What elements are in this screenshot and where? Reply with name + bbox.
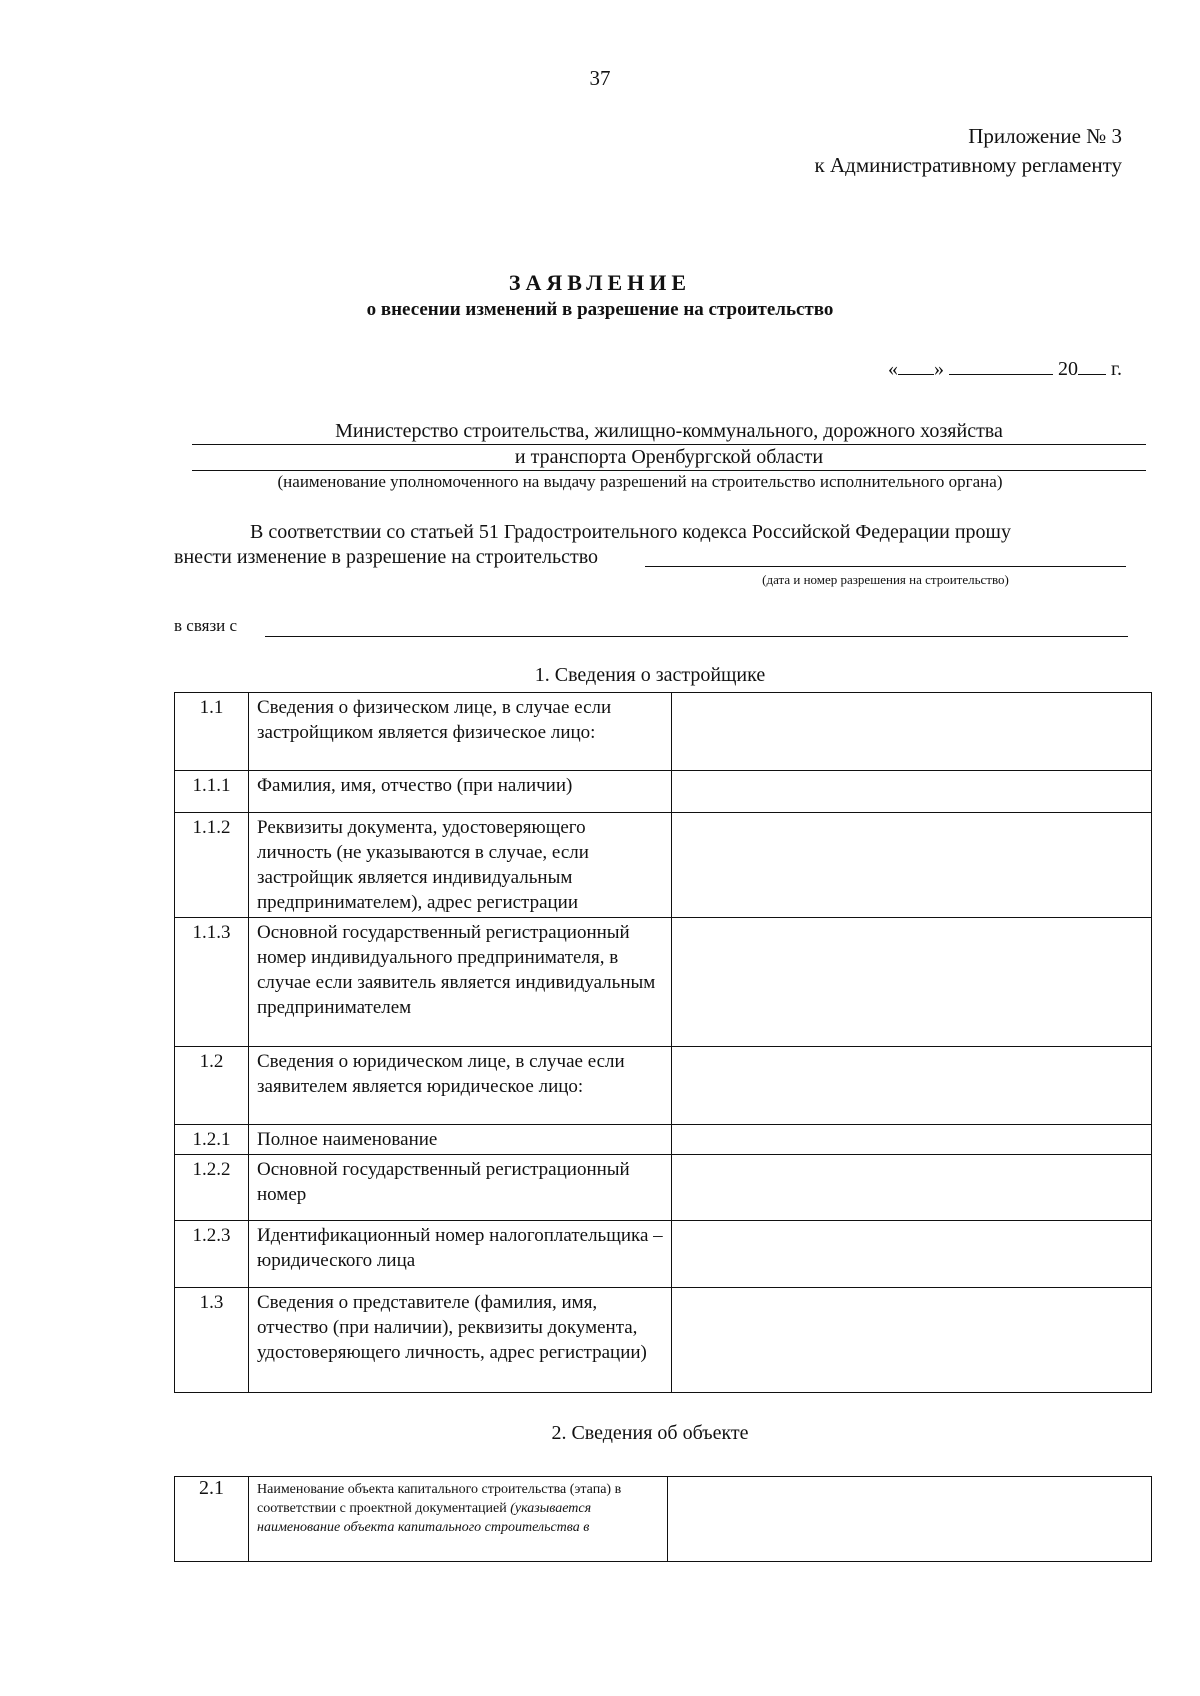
- row-value-field[interactable]: [672, 1221, 1152, 1288]
- row-number: 1.2.3: [175, 1221, 249, 1288]
- month-blank[interactable]: [949, 356, 1053, 375]
- row-value-field[interactable]: [672, 693, 1152, 771]
- row-value-field[interactable]: [672, 1288, 1152, 1393]
- table-row: [175, 1125, 1152, 1155]
- row-label: Сведения о представителе (фамилия, имя, отчество (при наличии), реквизиты документа, удостоверяющего личность, адрес регистрации): [249, 1288, 672, 1393]
- request-line-1: В соответствии со статьей 51 Градостроительного кодекса Российской Федерации прошу: [250, 521, 1011, 543]
- table-row: [175, 813, 1152, 918]
- row-number: 1.1: [175, 693, 249, 771]
- row-value-field[interactable]: [672, 1047, 1152, 1125]
- date-line: [888, 356, 1122, 381]
- document-title: ЗАЯВЛЕНИЕ: [508, 270, 692, 295]
- organization-caption: (наименование уполномоченного на выдачу разрешений на строительство исполнительного органа): [277, 472, 1003, 491]
- request-paragraph: [174, 519, 1126, 546]
- appendix-number: Приложение № 3: [968, 124, 1122, 148]
- row-value-field[interactable]: [668, 1477, 1152, 1562]
- organization-line-2: и транспорта Оренбургской области: [192, 444, 1146, 471]
- appendix-header: [815, 122, 1122, 180]
- object-info-table: [174, 1476, 1152, 1562]
- row-number: 1.1.2: [175, 813, 249, 918]
- open-quote: «: [888, 358, 899, 380]
- row-label: Сведения о юридическом лице, в случае если заявителем является юридическое лицо:: [249, 1047, 672, 1125]
- row-number: 1.2.2: [175, 1155, 249, 1221]
- row-label-text: Наименование объекта капитального строительства (этапа) в соответствии с проектной документацией: [257, 1482, 622, 1516]
- row-value-field[interactable]: [672, 771, 1152, 813]
- year-blank[interactable]: [1078, 356, 1106, 375]
- row-number: 1.2.1: [175, 1125, 249, 1155]
- reason-label: в связи с: [174, 616, 238, 635]
- row-label: Идентификационный номер налогоплательщика – юридического лица: [249, 1221, 672, 1288]
- row-label-note: (указывается наименование объекта капитального строительства в: [257, 1501, 592, 1535]
- page-number: 37: [589, 66, 611, 90]
- row-label: [249, 1477, 668, 1562]
- appendix-reference: к Административному регламенту: [814, 153, 1122, 177]
- permit-caption: (дата и номер разрешения на строительство): [762, 572, 1009, 587]
- row-number: 1.2: [175, 1047, 249, 1125]
- section-1-title: 1. Сведения о застройщике: [534, 664, 766, 686]
- table-row: [175, 771, 1152, 813]
- table-row: [175, 1155, 1152, 1221]
- year-suffix: г.: [1111, 358, 1122, 380]
- row-label: Фамилия, имя, отчество (при наличии): [249, 771, 672, 813]
- row-number: 1.1.3: [175, 918, 249, 1047]
- request-line-2: внести изменение в разрешение на строительство: [174, 546, 599, 568]
- row-label: Сведения о физическом лице, в случае если застройщиком является физическое лицо:: [249, 693, 672, 771]
- row-number: 1.3: [175, 1288, 249, 1393]
- row-number: 2.1: [175, 1477, 249, 1562]
- row-value-field[interactable]: [672, 1155, 1152, 1221]
- table-row: [175, 1221, 1152, 1288]
- day-blank[interactable]: [898, 356, 934, 375]
- section-2-title: 2. Сведения об объекте: [551, 1422, 749, 1444]
- row-label: Основной государственный регистрационный номер индивидуального предпринимателя, в случае если заявитель является индивидуальным предпринимателем: [249, 918, 672, 1047]
- row-value-field[interactable]: [672, 918, 1152, 1047]
- table-row: [175, 918, 1152, 1047]
- row-value-field[interactable]: [672, 1125, 1152, 1155]
- row-label: Реквизиты документа, удостоверяющего личность (не указываются в случае, если застройщик является индивидуальным предпринимателем), адрес регистрации: [249, 813, 672, 918]
- table-row: [175, 1477, 1152, 1562]
- row-value-field[interactable]: [672, 813, 1152, 918]
- organization-line-1: Министерство строительства, жилищно-коммунального, дорожного хозяйства: [192, 418, 1146, 445]
- row-label: Полное наименование: [249, 1125, 672, 1155]
- reason-field[interactable]: [265, 636, 1128, 637]
- table-row: [175, 1288, 1152, 1393]
- year-prefix: 20: [1058, 358, 1079, 380]
- close-quote: »: [934, 358, 945, 380]
- document-subtitle: о внесении изменений в разрешение на строительство: [366, 299, 834, 320]
- row-number: 1.1.1: [175, 771, 249, 813]
- developer-info-table: [174, 692, 1152, 1393]
- permit-number-field[interactable]: [645, 566, 1126, 567]
- row-label: Основной государственный регистрационный номер: [249, 1155, 672, 1221]
- table-row: [175, 693, 1152, 771]
- table-row: [175, 1047, 1152, 1125]
